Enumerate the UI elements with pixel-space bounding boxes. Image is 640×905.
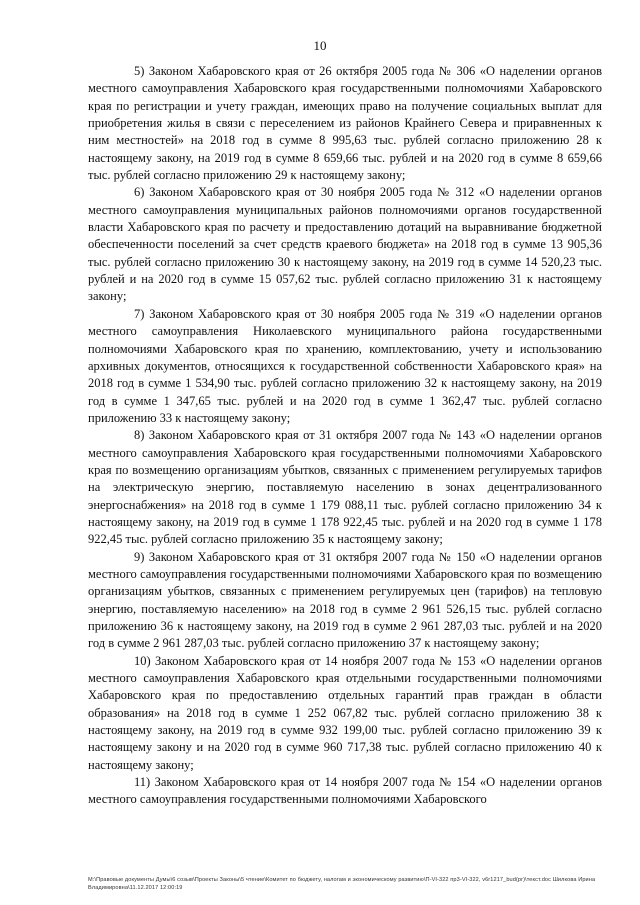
paragraph-item-6: 6) Законом Хабаровского края от 30 ноября 2005 года № 312 «О наделении органов местного самоуправления муниципальных районов полномочиями органов государственной власти Хабаровского края по расчету и предоставлению дотаций на выравнивание бюджетной обеспеченности поселений за счет средств краевого бюджета» на 2018 год в сумме 13 905,36 тыс. рублей согласно приложению 30 к настоящему закону, на 2019 год в сумме 14 520,23 тыс. рублей и на 2020 год в сумме 15 057,62 тыс. рублей согласно приложению 31 к настоящему закону;: [88, 185, 602, 304]
paragraph-item-10: 10) Законом Хабаровского края от 14 ноября 2007 года № 153 «О наделении органов местного самоуправления Хабаровского края отдельными государственными полномочиями Хабаровского края по предоставлению отдельных гарантий прав граждан в области образования» на 2018 год в сумме 1 252 067,82 тыс. рублей согласно приложению 38 к настоящему закону, на 2019 год в сумме 932 199,00 тыс. рублей согласно приложению 39 к настоящему закону и на 2020 год в сумме 960 717,38 тыс. рублей согласно приложению 40 к настоящему закону;: [88, 653, 602, 772]
document-body: [88, 63, 602, 809]
paragraph-item-5: 5) Законом Хабаровского края от 26 октября 2005 года № 306 «О наделении органов местного самоуправления Хабаровского края государственными полномочиями Хабаровского края по регистрации и учету граждан, имеющих право на получение социальных выплат для приобретения жилья в связи с переселением из районов Крайнего Севера и приравненных к ним местностей» на 2018 год в сумме 8 995,63 тыс. рублей согласно приложению 28 к настоящему закону, на 2019 год в сумме 8 659,66 тыс. рублей и на 2020 год в сумме 8 659,66 тыс. рублей согласно приложению 29 к настоящему закону;: [88, 64, 602, 183]
paragraph-item-8: 8) Законом Хабаровского края от 31 октября 2007 года № 143 «О наделении органов местного самоуправления Хабаровского края государственными полномочиями Хабаровского края по возмещению организациям убытков, связанных с применением регулируемых тарифов на электрическую энергию, поставляемую населению в зонах децентрализованного энергоснабжения» на 2018 год в сумме 1 179 088,11 тыс. рублей согласно приложению 34 к настоящему закону, на 2019 год в сумме 1 178 922,45 тыс. рублей и на 2020 год в сумме 1 178 922,45 тыс. рублей согласно приложению 35 к настоящему закону;: [88, 428, 602, 547]
paragraph-item-11: 11) Законом Хабаровского края от 14 ноября 2007 года № 154 «О наделении органов местного самоуправления государственными полномочиями Хабаровского: [88, 775, 602, 807]
paragraph-item-7: 7) Законом Хабаровского края от 30 ноября 2005 года № 319 «О наделении органов местного самоуправления Николаевского муниципального района государственными полномочиями Хабаровского края по хранению, комплектованию, учету и использованию архивных документов, относящихся к государственной собственности Хабаровского края» на 2018 год в сумме 1 534,90 тыс. рублей согласно приложению 32 к настоящему закону, на 2019 год в сумме 1 347,65 тыс. рублей и на 2020 год в сумме 1 362,47 тыс. рублей согласно приложению 33 к настоящему закону;: [88, 306, 602, 425]
file-path-footer: M:\Правовые документы Думы\6 созыв\Проекты Законы\5 чтение\Комитет по бюджету, налогам и экономическому развитию\П-VI-322 пр3-VI-322, v6r1217_bud(pr)\текст.doc Шилкова Ирина Владимировна\11.12.2017 12:00:19: [88, 877, 596, 891]
page-number: 10: [313, 38, 327, 53]
paragraph-item-9: 9) Законом Хабаровского края от 31 октября 2007 года № 150 «О наделении органов местного самоуправления государственными полномочиями Хабаровского края по возмещению организациям убытков, связанных с применением регулируемых цен (тарифов) на тепловую энергию, поставляемую населению» на 2018 год в сумме 2 961 526,15 тыс. рублей согласно приложению 36 к настоящему закону, на 2019 год в сумме 2 961 287,03 тыс. рублей и на 2020 год в сумме 2 961 287,03 тыс. рублей согласно приложению 37 к настоящему закону;: [88, 549, 602, 651]
